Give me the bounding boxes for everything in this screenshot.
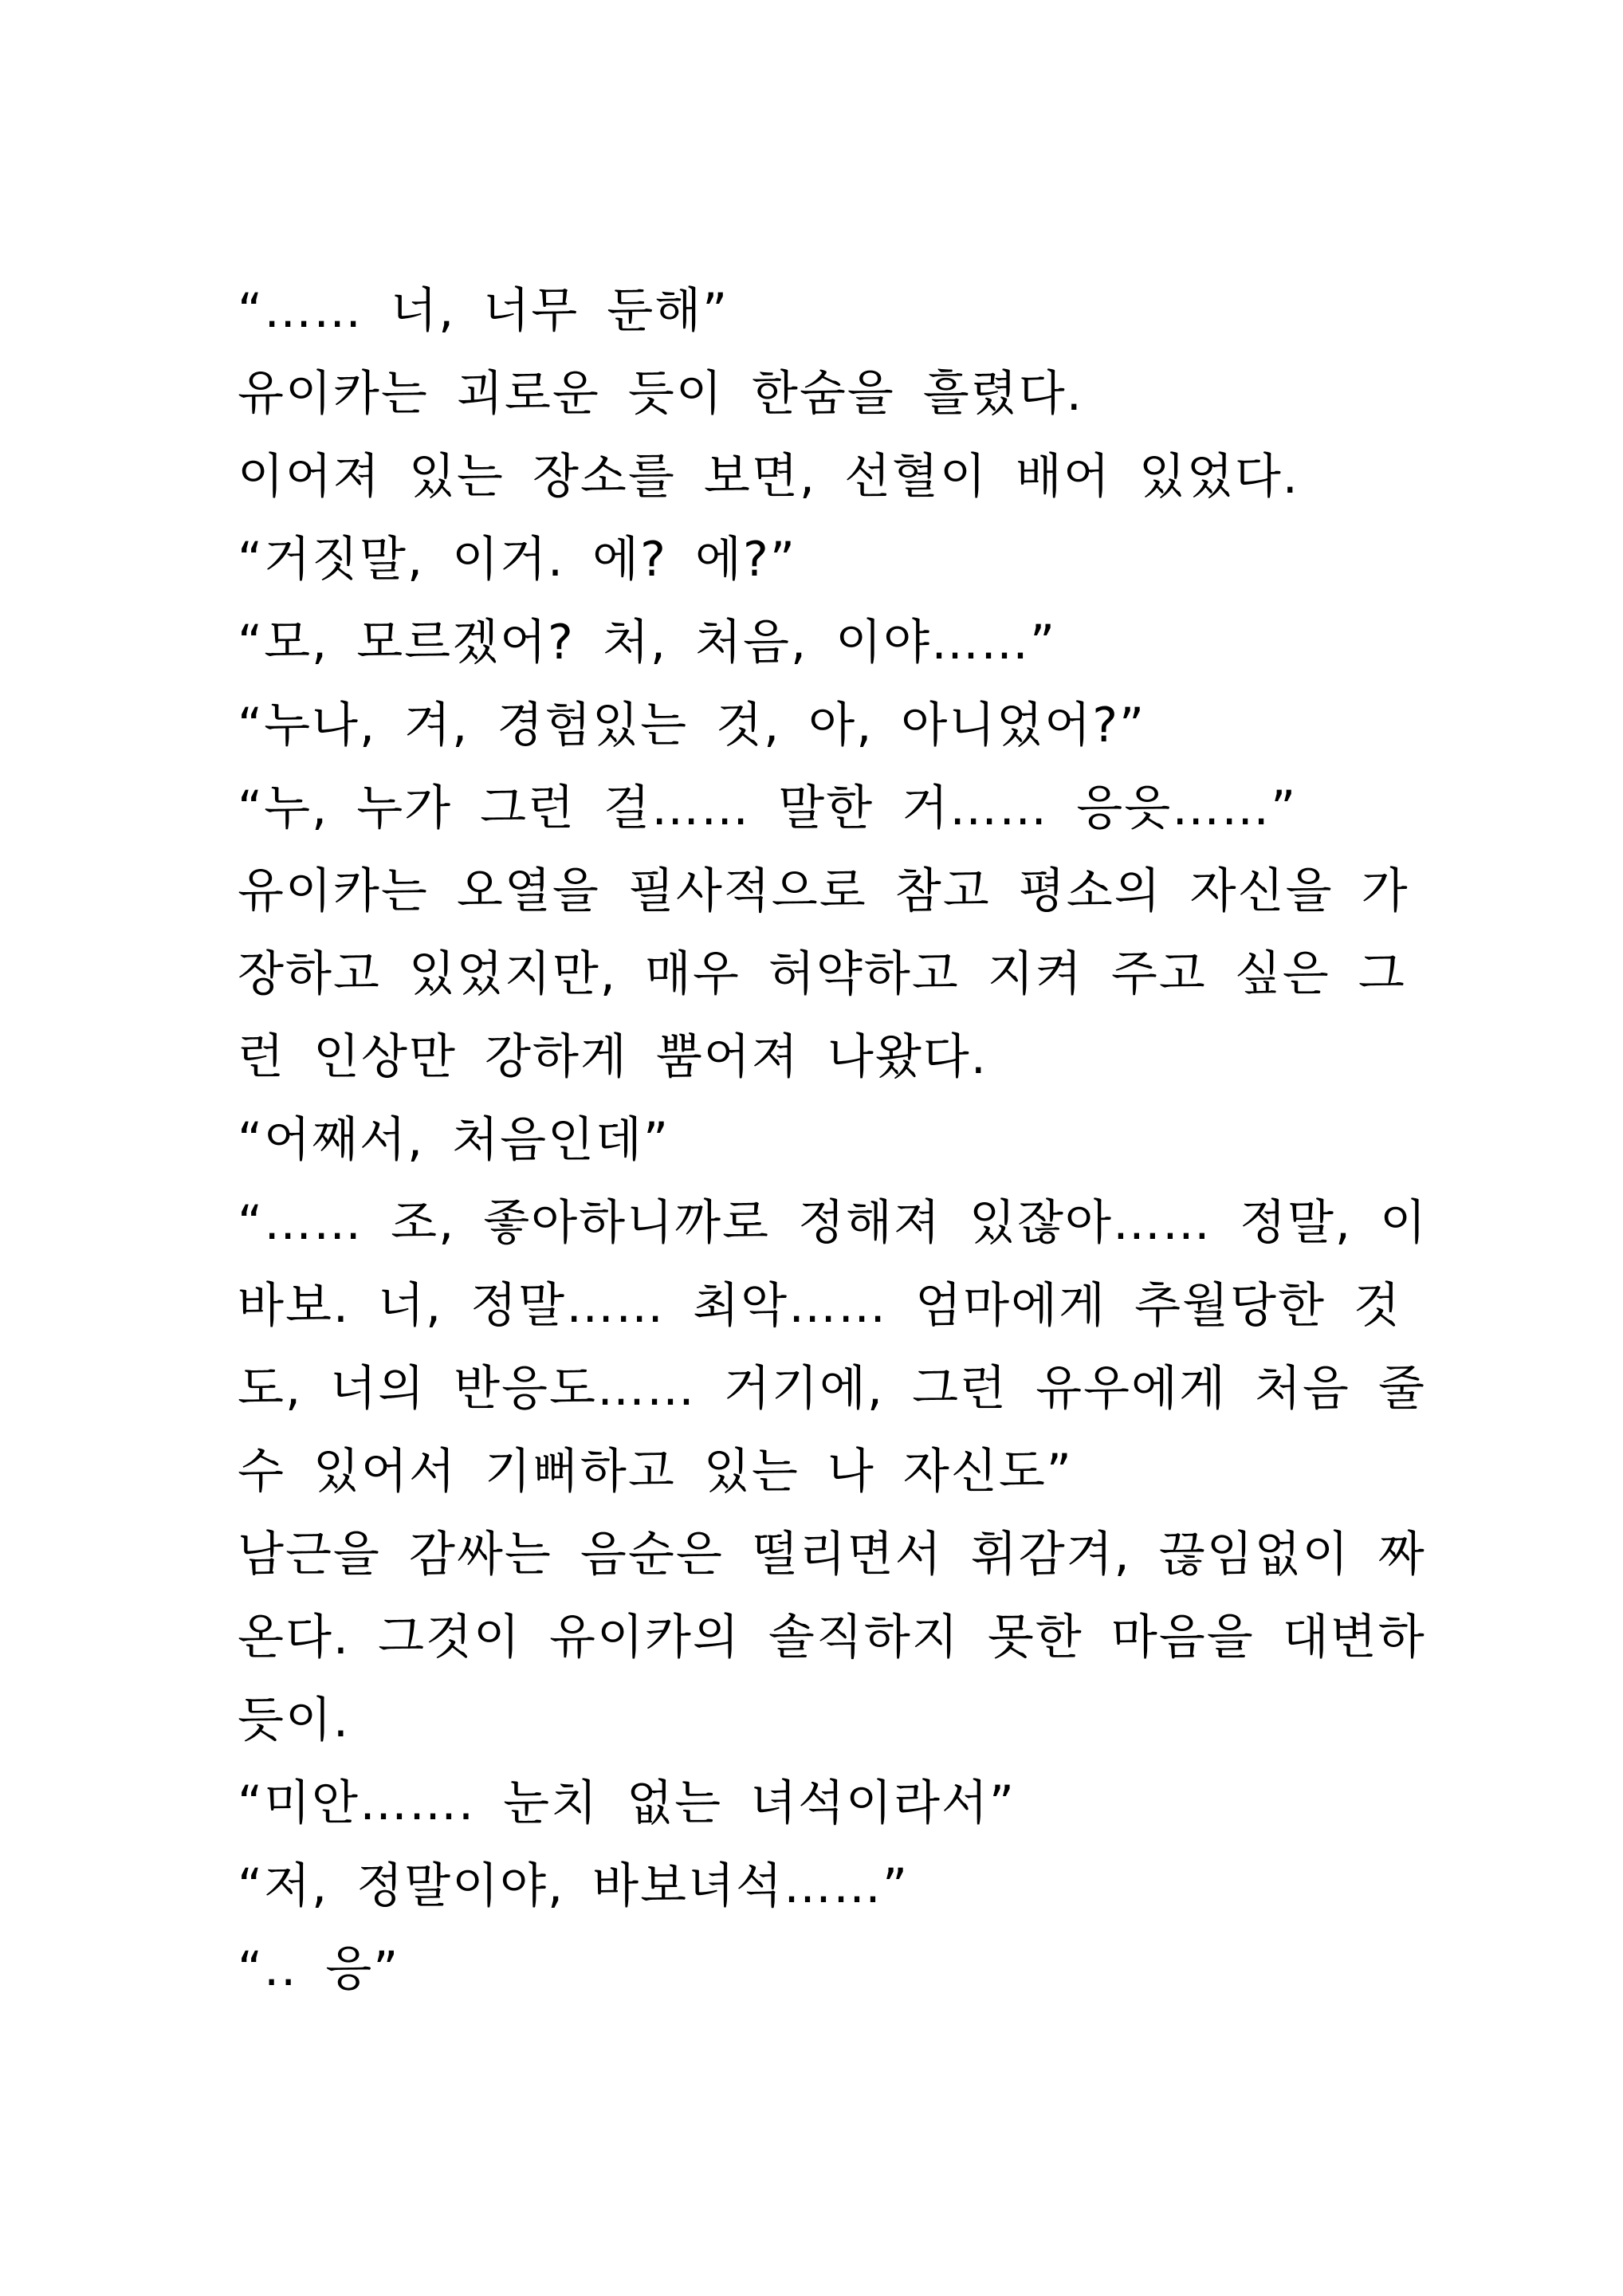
text-line: 유이카는 괴로운 듯이 한숨을 흘렸다. bbox=[238, 366, 1083, 422]
story-text bbox=[238, 269, 1428, 2011]
text-line: 도, 너의 반응도…… 거기에, 그런 유우에게 처음 줄 bbox=[238, 1361, 1426, 1417]
text-line: “…… 너, 너무 둔해” bbox=[238, 283, 729, 339]
text-line: 장하고 있었지만, 매우 허약하고 지켜 주고 싶은 그 bbox=[238, 946, 1406, 1002]
text-line: “.. 응” bbox=[238, 1941, 400, 1997]
text-line: “…… 조, 좋아하니까로 정해져 있잖아…… 정말, 이 bbox=[238, 1195, 1428, 1251]
text-line: 온다. 그것이 유이카의 솔직하지 못한 마음을 대변하 bbox=[238, 1610, 1426, 1665]
text-line: “누나, 겨, 경험있는 것, 아, 아니었어?” bbox=[238, 698, 1146, 753]
text-line: 수 있어서 기뻐하고 있는 나 자신도” bbox=[238, 1444, 1073, 1500]
text-line: “거짓말, 이거. 에? 에?” bbox=[238, 532, 796, 588]
text-line: 런 인상만 강하게 뿜어져 나왔다. bbox=[238, 1029, 988, 1085]
text-line: 듯이. bbox=[238, 1693, 350, 1748]
text-line: 유이카는 오열을 필사적으로 참고 평소의 자신을 가 bbox=[238, 863, 1409, 919]
text-line: “미안……. 눈치 없는 녀석이라서” bbox=[238, 1775, 1016, 1831]
text-line: 바보. 너, 정말…… 최악…… 엄마에게 추월당한 것 bbox=[238, 1278, 1401, 1334]
text-line: “어째서, 처음인데” bbox=[238, 1112, 670, 1168]
text-line: “누, 누가 그런 걸…… 말한 거…… 응읏……” bbox=[238, 780, 1298, 836]
text-line: “모, 모르겠어? 처, 처음, 이야……” bbox=[238, 615, 1057, 670]
text-line: 이어져 있는 장소를 보면, 선혈이 배어 있었다. bbox=[238, 449, 1299, 505]
text-line: 남근을 감싸는 음순은 떨리면서 휘감겨, 끊임없이 짜 bbox=[238, 1527, 1426, 1582]
text-line: “저, 정말이야, 바보녀석……” bbox=[238, 1858, 910, 1914]
